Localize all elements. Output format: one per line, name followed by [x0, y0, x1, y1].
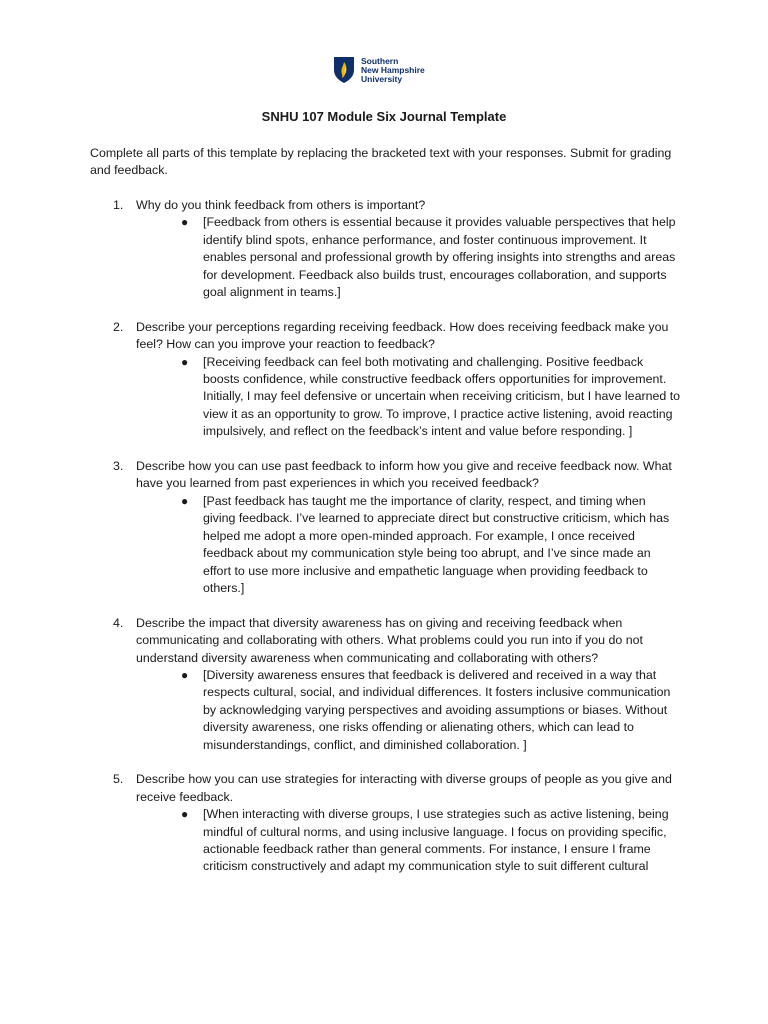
response-text: [Receiving feedback can feel both motivating and challenging. Positive feedback boosts confidence, while constructive feedback offers opportunities for improvement. Initially, I may feel defensive or uncertain when receiving criticism, but I have learned to view it as an opportunity to grow. To improve, I practice active listening, avoid reacting impulsively, and reflect on the feedback’s intent and value before responding. ]: [203, 354, 681, 439]
question-number: 2.: [113, 319, 124, 334]
question-item-4: [0, 615, 688, 754]
response-text: [Diversity awareness ensures that feedback is delivered and received in a way that respects cultural, social, and individual differences. It fosters inclusive communication by acknowledging varying perspectives and avoiding assumptions or biases. Without diversity awareness, one risks offending or alienating others, which can lead to misunderstandings, conflict, and diminished collaboration. ]: [203, 667, 671, 752]
question-item-2: [0, 319, 688, 441]
logo-wordmark: [361, 57, 425, 84]
question-number: 5.: [113, 772, 124, 787]
intro-paragraph: Complete all parts of this template by replacing the bracketed text with your responses. Submit for grading and feedback.: [90, 146, 672, 178]
bullet-icon: ●: [181, 354, 189, 369]
response-text: [Feedback from others is essential because it provides valuable perspectives that help identify blind spots, enhance performance, and foster continuous improvement. It enables personal and professional growth by offering insights into strengths and areas for development. Feedback also builds trust, encourages collaboration, and supports goal alignment in teams.]: [203, 215, 676, 300]
response-bullet: [181, 214, 681, 301]
question-number: 4.: [113, 615, 124, 630]
question-prompt: Describe how you can use strategies for interacting with diverse groups of people as you give and receive feedback.: [136, 772, 672, 804]
question-prompt: Describe how you can use past feedback to inform how you give and receive feedback now. What have you learned from past experiences in which you received feedback?: [136, 459, 672, 491]
bullet-icon: ●: [181, 667, 189, 682]
question-prompt: Describe the impact that diversity awareness has on giving and receiving feedback when communicating and collaborating with others. What problems could you run into if you do not understand diversity awareness when communicating and collaborating with others?: [136, 615, 643, 665]
response-bullet: [181, 493, 681, 597]
question-prompt: Describe your perceptions regarding receiving feedback. How does receiving feedback make you feel? How can you improve your reaction to feedback?: [136, 319, 669, 352]
question-list: [0, 197, 768, 893]
question-item-5: [0, 771, 688, 875]
document-title: SNHU 107 Module Six Journal Template: [261, 109, 507, 124]
bullet-icon: ●: [181, 493, 189, 508]
response-bullet: [181, 806, 681, 876]
bullet-icon: ●: [181, 807, 189, 822]
response-text: [Past feedback has taught me the importance of clarity, respect, and timing when giving feedback. I’ve learned to appreciate direct but constructive criticism, which has helped me adopt a more open-minded approach. For example, I once received feedback about my communication style being too abrupt, and I’ve since made an effort to use more inclusive and empathetic language when providing feedback to others.]: [203, 493, 670, 595]
shield-flame-icon: [333, 56, 355, 84]
response-text: [When interacting with diverse groups, I use strategies such as active listening, being mindful of cultural norms, and using inclusive language. I focus on providing specific, actionable feedback rather than general comments. For instance, I ensure I frame criticism constructively and adapt my communication style to suit different cultural: [203, 807, 669, 874]
logo-line-2: New Hampshire: [361, 64, 425, 75]
bullet-icon: ●: [181, 215, 189, 230]
logo-line-1: Southern: [361, 55, 399, 66]
logo-line-3: University: [361, 73, 403, 84]
response-bullet: [181, 667, 681, 754]
question-prompt: Why do you think feedback from others is important?: [136, 198, 426, 212]
question-item-3: [0, 458, 688, 597]
question-number: 1.: [113, 198, 124, 212]
university-logo: [333, 56, 425, 84]
response-bullet: [181, 354, 681, 441]
question-item-1: [0, 197, 688, 301]
question-number: 3.: [113, 459, 124, 474]
